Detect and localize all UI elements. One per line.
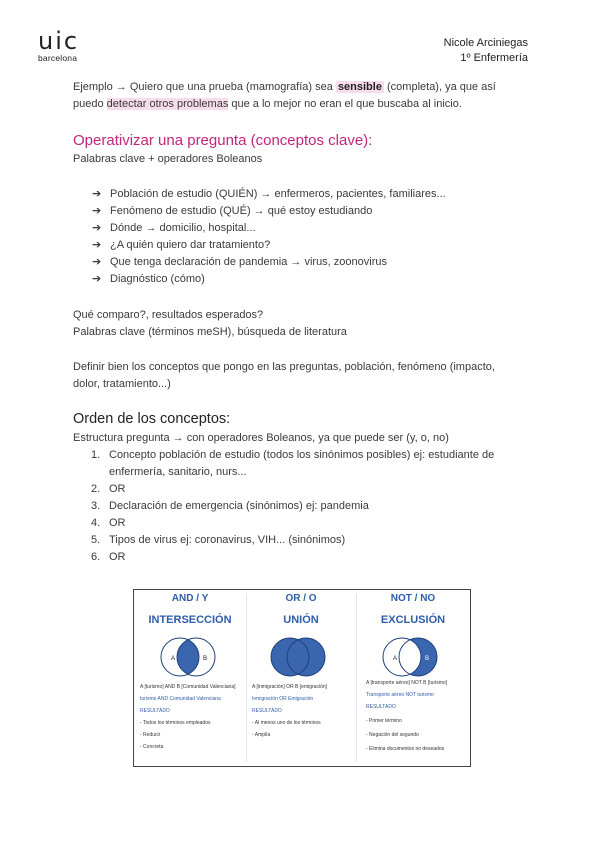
arrow-icon: ➔: [92, 188, 102, 200]
para-line: Palabras clave (términos meSH), búsqueda de literatura: [73, 326, 347, 338]
label-b: B: [425, 656, 430, 662]
list-item: [92, 186, 446, 203]
section-title-operativizar: Operativizar una pregunta (conceptos clave):: [73, 132, 373, 149]
list-item: [91, 532, 531, 549]
list-item: [91, 549, 531, 566]
desc-line: - Elimina documentos no deseados: [366, 746, 445, 752]
item-number: 4.: [91, 517, 101, 529]
desc-line: A [transporte aéreo] NOT B [turismo]: [366, 680, 448, 686]
or-heading: OR / O: [285, 593, 317, 604]
item-number: 5.: [91, 534, 101, 546]
intersection-venn-diagram: [152, 636, 232, 678]
list-item: [92, 271, 446, 288]
item-number: 1.: [91, 449, 101, 461]
desc-line: RESULTADO: [140, 708, 170, 714]
desc-line: - Al menos uno de los términos: [252, 720, 321, 726]
desc-line: RESULTADO: [252, 708, 282, 714]
not-column: [356, 590, 470, 766]
label-a: A: [171, 656, 176, 662]
highlight-sensible: sensible: [337, 81, 382, 93]
not-description: [366, 680, 447, 753]
label-b: B: [203, 656, 208, 662]
section2-subtitle: Estructura pregunta → con operadores Boleanos, ya que puede ser (y, o, no): [73, 432, 449, 444]
logo-subtitle: barcelona: [38, 53, 78, 63]
desc-line: Inmigración OR Emigración: [252, 696, 314, 702]
highlight-detectar: detectar otros problemas: [106, 98, 229, 110]
desc-line: A [turismo] AND B [Comunidad Valenciana]: [140, 684, 236, 690]
intro-text-4: que a lo mejor no eran el que buscaba al inicio.: [228, 98, 462, 110]
bullet-text: Diagnóstico (cómo): [110, 273, 205, 285]
boolean-operators-figure: [133, 589, 471, 767]
bullet-text: Que tenga declaración de pandemia → virus, zoonovirus: [110, 256, 387, 268]
item-text: Declaración de emergencia (sinónimos) ej: pandemia: [109, 500, 369, 512]
section-title-orden: Orden de los conceptos:: [73, 411, 231, 427]
para-line: dolor, tratamiento...): [73, 378, 171, 390]
item-text: OR: [109, 551, 126, 563]
arrow-icon: ➔: [92, 222, 102, 234]
desc-line: - Primer término: [366, 718, 402, 724]
author-name: Nicole Arciniegas: [443, 37, 528, 49]
bullet-text: ¿A quién quiero dar tratamiento?: [110, 239, 271, 251]
item-text: Concepto población de estudio (todos los sinónimos posibles) ej: estudiante de: [109, 449, 495, 461]
concept-bullet-list: [92, 186, 446, 288]
item-number: 6.: [91, 551, 101, 563]
list-item: [91, 498, 531, 515]
section1-subtitle: Palabras clave + operadores Boleanos: [73, 153, 263, 165]
intro-paragraph: [73, 79, 543, 113]
item-text: OR: [109, 483, 126, 495]
item-number: 2.: [91, 483, 101, 495]
list-item: [91, 481, 531, 498]
label-a: A: [393, 656, 398, 662]
and-description: [140, 684, 236, 751]
and-subheading: INTERSECCIÓN: [148, 614, 232, 626]
item-text: enfermería, sanitario, nurs...: [109, 466, 247, 478]
desc-line: RESULTADO: [366, 704, 396, 710]
bullet-text: Fenómeno de estudio (QUÉ) → qué estoy estudiando: [110, 205, 373, 217]
list-item: [91, 515, 531, 532]
list-item: [92, 254, 446, 271]
intro-text-3: puedo: [73, 98, 107, 110]
para-line: Definir bien los conceptos que pongo en las preguntas, población, fenómeno (impacto,: [73, 361, 495, 373]
arrow-icon: ➔: [92, 239, 102, 251]
arrow-icon: ➔: [92, 256, 102, 268]
bullet-text: Dónde → domicilio, hospital...: [110, 222, 256, 234]
uic-logo: [38, 27, 80, 63]
desc-line: - Reducir: [140, 732, 161, 738]
course-name: 1º Enfermería: [460, 52, 528, 64]
arrow-icon: ➔: [92, 205, 102, 217]
desc-line: turismo AND Comunidad Valenciana: [140, 696, 221, 702]
or-subheading: UNIÓN: [283, 614, 319, 626]
union-venn-diagram: [262, 636, 342, 678]
desc-line: A [inmigración] OR B [emigración]: [252, 684, 328, 690]
list-item: [92, 220, 446, 237]
item-text: Tipos de virus ej: coronavirus, VIH... (sinónimos): [109, 534, 346, 546]
intro-text-2: (completa), ya que así: [383, 81, 496, 93]
or-column: [246, 590, 356, 766]
or-description: [252, 684, 327, 739]
intro-text-1: Ejemplo → Quiero que una prueba (mamografía) sea: [73, 81, 336, 93]
logo-mark: uic: [38, 27, 80, 55]
arrow-icon: ➔: [92, 273, 102, 285]
desc-line: - Todos los términos empleados: [140, 720, 211, 726]
desc-line: - Amplía: [252, 732, 271, 738]
para-line: Qué comparo?, resultados esperados?: [73, 309, 264, 321]
list-item: [91, 447, 531, 481]
not-subheading: EXCLUSIÓN: [380, 614, 446, 626]
and-heading: AND / Y: [171, 593, 209, 604]
bullet-text: Población de estudio (QUIÉN) → enfermeros, pacientes, familiares...: [110, 188, 446, 200]
not-heading: NOT / NO: [390, 593, 436, 604]
concept-order-list: [91, 447, 531, 566]
author-block: [444, 36, 528, 66]
desc-line: Transporte aéreo NOT turismo: [366, 692, 434, 698]
paragraph-compare: [73, 307, 347, 341]
list-item: [92, 203, 446, 220]
paragraph-define: [73, 359, 543, 393]
exclusion-venn-diagram: [374, 636, 454, 678]
list-item: [92, 237, 446, 254]
desc-line: - Concreta: [140, 744, 164, 750]
and-column: [134, 590, 246, 766]
item-text: OR: [109, 517, 126, 529]
item-number: 3.: [91, 500, 101, 512]
desc-line: - Negación del segundo: [366, 732, 419, 738]
